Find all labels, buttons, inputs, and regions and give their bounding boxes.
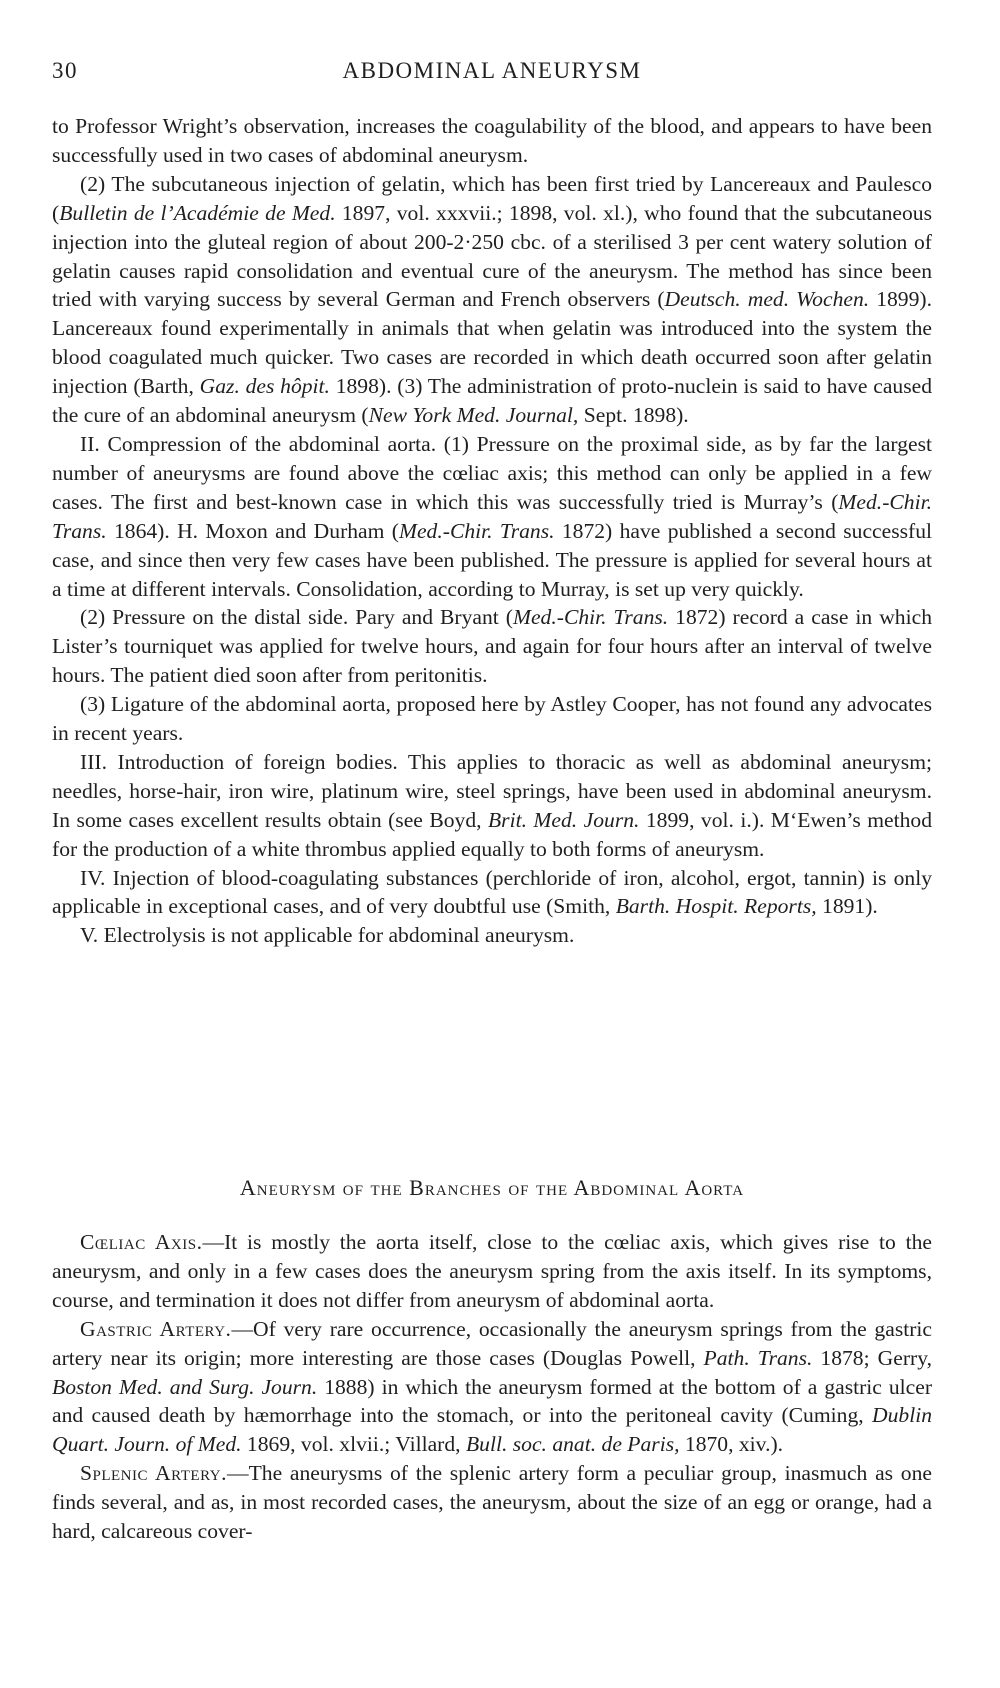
text-run: 1897, vol. xxxvii.; 1898, vol. xl.), who found that the subcutaneous injection into the gluteal region of about 200-2·250 cbc. of a sterilised 3 per cent watery solution of gelatin causes rapid consolidation and eventual cure of the aneurysm. The method has since been tried with varying success by several German and French observers ( (52, 200, 932, 312)
text-run: III. Introduction of foreign bodies. This applies to thoracic as well as abdominal aneurysm; needles, horse-hair, iron wire, platinum wire, steel springs, have been used in abdominal aneurysm. In some cases excellent results obtain (see Boyd, (52, 749, 932, 832)
text-run: 1872) have published a second successful case, and since then very few cases have been published. The pressure is applied for several hours at a time at different intervals. Consolidation, according to Murray, is set up very quickly. (52, 518, 932, 601)
paragraph (52, 1459, 932, 1546)
text-run: IV. Injection of blood-coagulating substances (perchloride of iron, alcohol, ergot, tannin) is only applicable in exceptional cases, and of very doubtful use (Smith, (52, 865, 932, 919)
paragraph (52, 603, 932, 690)
citation-title: Med.-Chir. Trans. (512, 605, 669, 630)
text-run: V. Electrolysis is not applicable for abdominal aneurysm. (80, 923, 575, 948)
section-heading: Aneurysm of the Branches of the Abdominal Aorta (239, 1175, 745, 1200)
text-run: 1878; Gerry, (812, 1345, 932, 1370)
paragraph (52, 690, 932, 748)
paragraph (52, 921, 932, 950)
citation-title: Brit. Med. Journ. (487, 807, 640, 832)
citation-title: Boston Med. and Surg. Journ. (52, 1374, 318, 1399)
text-run: —Of very rare occurrence, occasionally the aneurysm springs from the gastric artery near its origin; more interesting are those cases (Douglas Powell, (52, 1316, 932, 1370)
citation-title: Deutsch. med. Wochen. (664, 287, 870, 312)
text-run: to Professor Wright’s observation, increases the coagulability of the blood, and appears to have been successfully used in two cases of abdominal aneurysm. (52, 114, 932, 167)
section-text-block (52, 1228, 932, 1546)
page-number: 30 (52, 58, 78, 83)
citation-title: Bull. soc. anat. de Paris, (465, 1432, 680, 1457)
text-run: 1899, vol. i.). M‘Ewen’s method for the production of a white thrombus applied equally to both forms of aneurysm. (52, 807, 932, 861)
paragraph (52, 1228, 932, 1315)
text-run: 1888) in which the aneurysm formed at the bottom of a gastric ulcer and caused death by hæmorrhage into the stomach, or into the peritoneal cavity (Cuming, (52, 1374, 933, 1428)
run-in-heading: Cœliac Axis. (80, 1230, 203, 1254)
paragraph (52, 748, 932, 864)
paragraph (52, 170, 932, 430)
paragraph (52, 430, 932, 603)
text-run: 1869, vol. xlvii.; Villard, (241, 1432, 466, 1457)
citation-title: Dublin Quart. Journ. of Med. (52, 1403, 932, 1457)
citation-title: Gaz. des hôpit. (199, 374, 330, 399)
paragraph (52, 864, 932, 922)
text-run: (2) Pressure on the distal side. Pary and Bryant ( (80, 605, 513, 630)
running-title: ABDOMINAL ANEURYSM (342, 58, 642, 83)
citation-title: Bulletin de l’Académie de Med. (59, 200, 336, 225)
text-run: (3) Ligature of the abdominal aorta, proposed here by Astley Cooper, has not found any advocates in recent years. (52, 692, 932, 746)
citation-title: Med.-Chir. Trans. (398, 518, 555, 543)
text-run: II. Compression of the abdominal aorta. (1) Pressure on the proximal side, as by far the largest number of aneurysms are found above the cœliac axis; this method can only be applied in a few cases. The first and best-known case in which this was successfully tried is Murray’s ( (52, 431, 932, 514)
paragraph (52, 1315, 932, 1460)
text-run: —It is mostly the aorta itself, close to the cœliac axis, which gives rise to the aneurysm, and only in a few cases does the aneurysm spring from the axis itself. In its symptoms, course, and termination it does not differ from aneurysm of abdominal aorta. (52, 1230, 932, 1312)
text-run: Sept. 1898). (578, 403, 689, 428)
page-header (52, 52, 932, 92)
text-run: 1898). (3) The administration of proto-nuclein is said to have caused the cure of an abdominal aneurysm ( (52, 374, 933, 428)
citation-title: Path. Trans. (703, 1345, 813, 1370)
main-text-block (52, 112, 932, 950)
text-run: 1891). (816, 894, 878, 919)
text-run: —The aneurysms of the splenic artery form a peculiar group, inasmuch as one finds several, and as, in most recorded cases, the aneurysm, about the size of an egg or orange, had a hard, calcareous cover- (52, 1461, 932, 1544)
paragraph (52, 112, 932, 170)
text-run: 1872) record a case in which Lister’s tourniquet was applied for twelve hours, and again for four hours after an interval of twelve hours. The patient died soon after from peritonitis. (52, 605, 932, 688)
text-run: 1864). H. Moxon and Durham ( (106, 518, 399, 543)
citation-title: Barth. Hospit. Reports, (615, 894, 817, 919)
text-run: 1870, xiv.). (679, 1432, 784, 1457)
citation-title: Med.-Chir. Trans. (52, 489, 932, 543)
text-run: 1899). Lancereaux found experimentally in animals that when gelatin was introduced into the system the blood coagulated much quicker. Two cases are recorded in which death occurred soon after gelatin injection (Barth, (52, 287, 932, 399)
run-in-heading: Gastric Artery. (80, 1316, 232, 1341)
text-run: (2) The subcutaneous injection of gelatin, which has been first tried by Lancereaux and Paulesco ( (52, 171, 932, 225)
citation-title: New York Med. Journal, (368, 403, 579, 428)
run-in-heading: Splenic Artery. (80, 1461, 227, 1486)
